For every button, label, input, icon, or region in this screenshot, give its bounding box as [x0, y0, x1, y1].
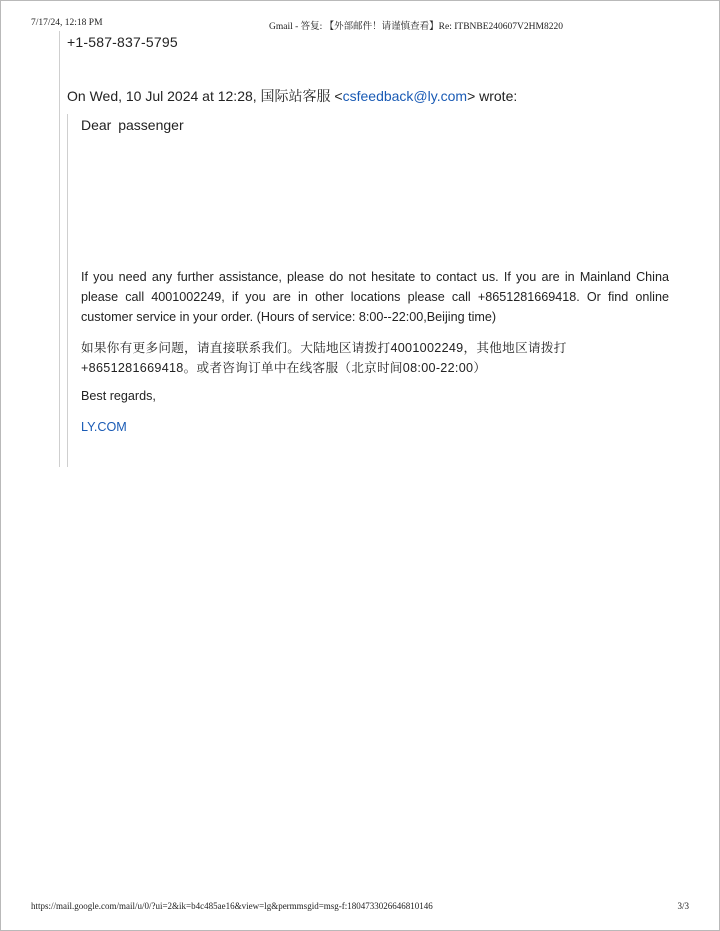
signature-link[interactable]: LY.COM [81, 420, 127, 434]
attribution-prefix: On Wed, 10 Jul 2024 at 12:28, 国际站客服 < [67, 88, 343, 104]
quote-attribution [67, 86, 517, 106]
closing: Best regards, [81, 389, 156, 403]
assistance-paragraph-en: If you need any further assistance, please do not hesitate to contact us. If you are in Mainland China please call 4001002249, if you are in other locations please call +8651281669418. Or find online customer service in your order. (Hours of service: 8:00--22:00,Beijing time) [81, 270, 669, 324]
signature [81, 420, 669, 434]
page-number: 3/3 [677, 901, 689, 911]
print-footer [31, 901, 689, 915]
quote-bar-outer [59, 31, 60, 467]
print-url: https://mail.google.com/mail/u/0/?ui=2&ik=b4c485ae16&view=lg&permmsgid=msg-f:1804733026646810146 [31, 901, 433, 911]
print-header [31, 18, 689, 32]
sender-email-link[interactable]: csfeedback@ly.com [342, 88, 468, 104]
assistance-paragraph-cn: 如果你有更多问题，请直接联系我们。大陆地区请拨打4001002249，其他地区请拨打+8651281669418。或者咨询订单中在线客服（北京时间08:00-22:00） [81, 341, 567, 375]
phone-number: +1-587-837-5795 [67, 34, 178, 50]
greeting: Dear passenger [81, 117, 184, 133]
print-title: Gmail - 答复: 【外部邮件！请谨慎查看】Re: ITBNBE240607V2HM8220 [269, 22, 563, 32]
attribution-suffix: > wrote: [467, 88, 518, 104]
quote-bar-inner [67, 114, 68, 467]
print-date: 7/17/24, 12:18 PM [31, 18, 103, 28]
